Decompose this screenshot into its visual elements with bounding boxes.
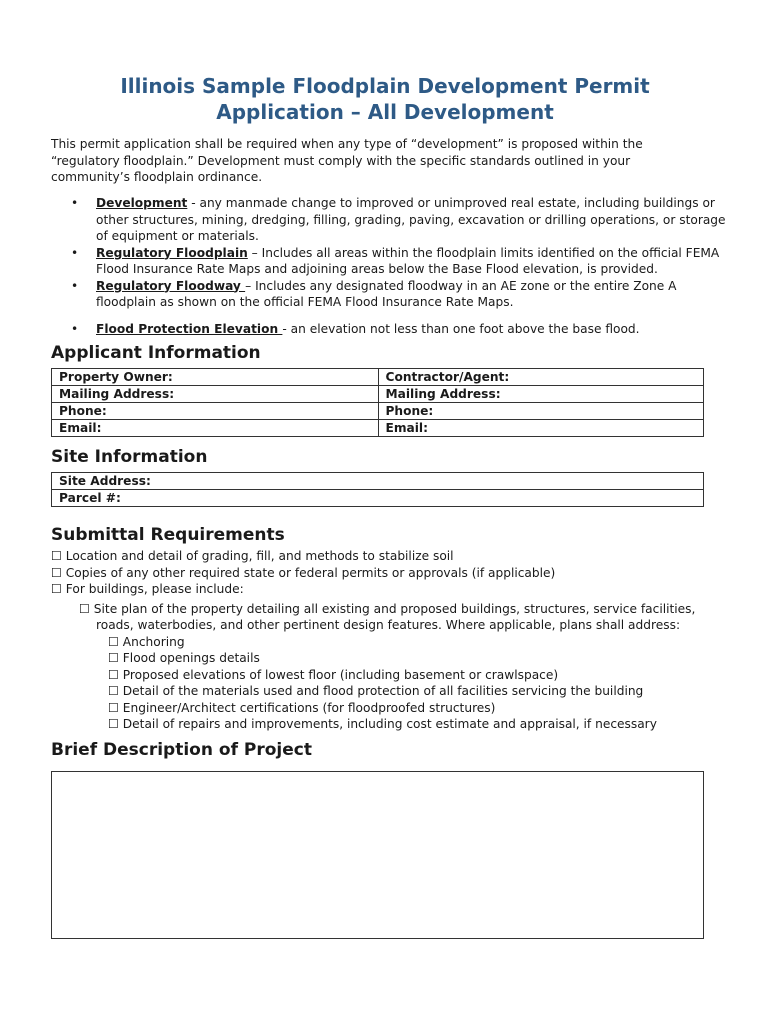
owner-phone-field[interactable]: Phone: xyxy=(59,404,107,418)
agent-mailing-address-field[interactable]: Mailing Address: xyxy=(378,386,704,402)
checklist-item-flood-openings[interactable]: ☐ Flood openings details xyxy=(108,651,260,665)
property-owner-field[interactable]: Property Owner: xyxy=(59,370,173,384)
applicant-heading: Applicant Information xyxy=(51,343,261,363)
submittal-checklist xyxy=(51,548,731,733)
description-heading: Brief Description of Project xyxy=(51,740,312,760)
agent-phone-field[interactable]: Phone: xyxy=(378,403,704,419)
definition-text: - an elevation not less than one foot above the base flood. xyxy=(282,321,640,336)
definition-term: Flood Protection Elevation xyxy=(96,321,283,336)
checklist-item-repairs[interactable]: ☐ Detail of repairs and improvements, including cost estimate and appraisal, if necessary xyxy=(108,717,657,731)
definitions-list xyxy=(51,195,731,337)
definition-term: Regulatory Floodway xyxy=(96,278,246,293)
document-title xyxy=(51,73,719,125)
site-plan-line-2: roads, waterbodies, and other pertinent design features. Where applicable, plans shall address: xyxy=(96,618,681,632)
definition-term: Regulatory Floodplain xyxy=(96,245,248,260)
definition-text: – Includes all areas within the floodplain limits identified on the official FEMA Flood Insurance Rate Maps and adjoining areas below the Base Flood elevation, is provided. xyxy=(96,245,720,276)
agent-email-field[interactable]: Email: xyxy=(378,420,704,436)
project-description-box[interactable] xyxy=(51,771,704,939)
table-row xyxy=(52,473,703,489)
parcel-number-field[interactable]: Parcel #: xyxy=(59,491,121,505)
site-table xyxy=(51,472,704,507)
checklist-item-anchoring[interactable]: ☐ Anchoring xyxy=(108,634,185,649)
intro-paragraph: This permit application shall be required when any type of “development” is proposed within the “regulatory floodplain.” Development must comply with the specific standards outlined in your community’s floodplain ordinance. xyxy=(51,137,643,184)
checklist-item-lowest-floor[interactable]: ☐ Proposed elevations of lowest floor (including basement or crawlspace) xyxy=(108,667,559,682)
definition-text: - any manmade change to improved or unimproved real estate, including buildings or other structures, mining, dredging, filling, grading, paving, excavation or drilling operations, or storage of equipment or materials. xyxy=(96,196,726,243)
table-row xyxy=(52,489,703,506)
checklist-item-materials[interactable]: ☐ Detail of the materials used and flood protection of all facilities servicing the building xyxy=(108,684,644,698)
table-row xyxy=(52,419,703,436)
definition-regulatory-floodplain xyxy=(51,245,731,278)
definition-flood-protection-elevation xyxy=(51,321,731,338)
checklist-item-permits[interactable]: ☐ Copies of any other required state or federal permits or approvals (if applicable) xyxy=(51,565,556,580)
checklist-item-certifications[interactable]: ☐ Engineer/Architect certifications (for floodproofed structures) xyxy=(108,700,496,715)
applicant-table xyxy=(51,368,704,437)
table-row xyxy=(52,369,703,385)
checklist-item-site-plan[interactable] xyxy=(51,601,731,634)
table-row xyxy=(52,402,703,419)
table-row xyxy=(52,385,703,402)
contractor-agent-field[interactable]: Contractor/Agent: xyxy=(378,369,704,385)
site-heading: Site Information xyxy=(51,447,208,467)
owner-email-field[interactable]: Email: xyxy=(59,421,102,435)
definition-development xyxy=(51,195,731,245)
checklist-item-buildings[interactable]: ☐ For buildings, please include: xyxy=(51,582,244,596)
definition-regulatory-floodway xyxy=(51,278,731,311)
submittal-heading: Submittal Requirements xyxy=(51,525,285,545)
site-plan-line-1: ☐ Site plan of the property detailing all existing and proposed buildings, structures, service facilities, xyxy=(79,601,696,616)
checklist-item-grading[interactable]: ☐ Location and detail of grading, fill, and methods to stabilize soil xyxy=(51,549,454,563)
owner-mailing-address-field[interactable]: Mailing Address: xyxy=(59,387,175,401)
definition-text: – Includes any designated floodway in an AE zone or the entire Zone A floodplain as shown on the official FEMA Flood Insurance Rate Maps. xyxy=(96,278,677,309)
definition-term: Development xyxy=(96,196,188,210)
site-address-field[interactable]: Site Address: xyxy=(59,474,151,488)
title-line-1: Illinois Sample Floodplain Development Permit xyxy=(120,74,650,98)
title-line-2: Application – All Development xyxy=(216,100,554,124)
